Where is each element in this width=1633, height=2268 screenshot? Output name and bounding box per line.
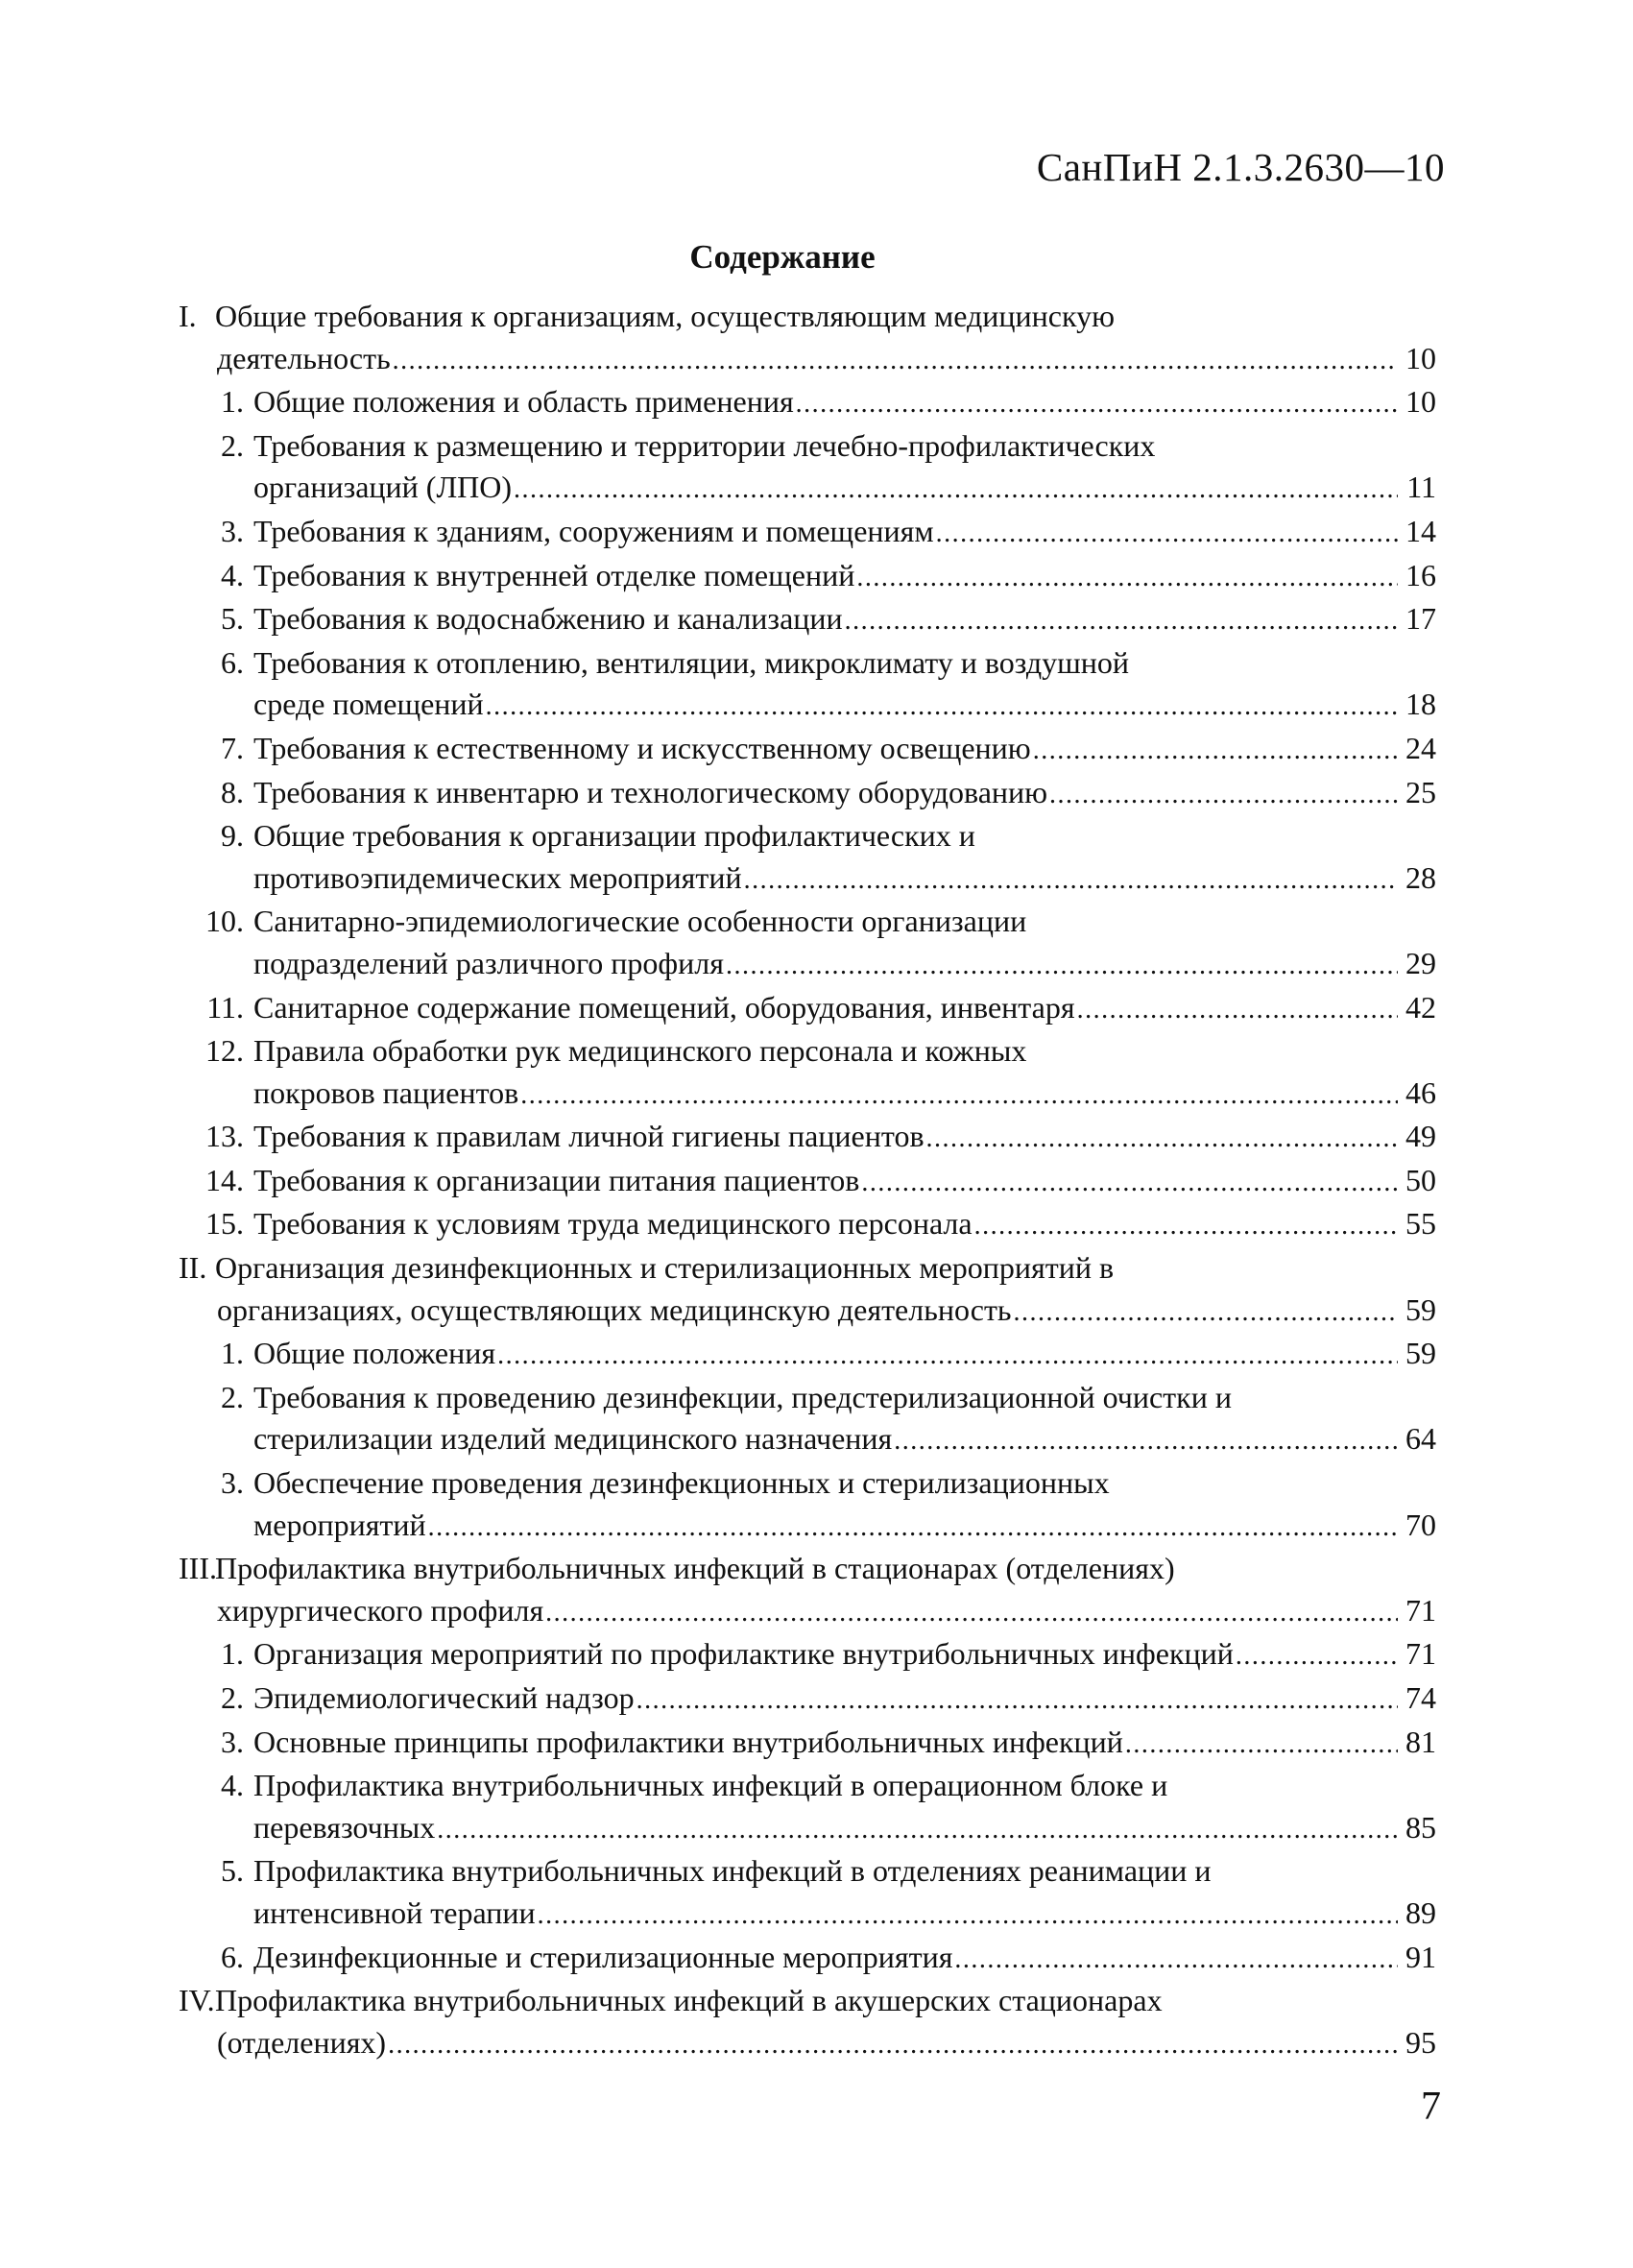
toc-entry-page: 14 xyxy=(1405,513,1436,548)
dot-leader xyxy=(974,1205,1398,1247)
toc-entry-number: 12. xyxy=(205,1033,244,1069)
dot-leader xyxy=(636,1679,1398,1722)
toc-entry-number: 9. xyxy=(221,818,244,854)
toc-entry-title: Профилактика внутрибольничных инфекций в акушерских стационарах xyxy=(215,1983,1163,2018)
toc-entry-number: 1. xyxy=(221,1336,244,1371)
toc-entry-number: 6. xyxy=(221,1939,244,1974)
dot-leader xyxy=(514,469,1398,511)
toc-entry[interactable] xyxy=(179,598,1436,642)
toc-entry-page: 24 xyxy=(1405,730,1436,765)
toc-entry-title: мероприятий xyxy=(253,1507,426,1542)
toc-entry[interactable] xyxy=(179,296,1436,381)
toc-entry-title: Требования к условиям труда медицинского персонала xyxy=(253,1206,973,1242)
page-title: Содержание xyxy=(689,238,876,276)
toc-entry-title: Санитарное содержание помещений, оборудования, инвентаря xyxy=(253,989,1075,1025)
toc-entry-title: Организация мероприятий по профилактике внутрибольничных инфекций xyxy=(253,1636,1234,1672)
toc-entry-number: 8. xyxy=(221,774,244,809)
toc-entry-title: Профилактика внутрибольничных инфекций в операционном блоке и xyxy=(253,1768,1168,1803)
toc-entry-number: 3. xyxy=(221,1724,244,1759)
toc-entry-title: среде помещений xyxy=(253,687,484,722)
dot-leader xyxy=(861,1162,1398,1204)
toc-entry-title: Требования к зданиям, сооружениям и помещениям xyxy=(253,513,934,548)
toc-entry-title: Требования к естественному и искусственному освещению xyxy=(253,730,1031,765)
toc-entry[interactable] xyxy=(179,381,1436,425)
toc-entry-title: Правила обработки рук медицинского персонала и кожных xyxy=(253,1033,1027,1069)
toc-entry[interactable] xyxy=(179,1548,1436,1633)
dot-leader xyxy=(1033,730,1398,772)
toc-entry-page: 49 xyxy=(1405,1119,1436,1154)
dot-leader xyxy=(497,1335,1398,1377)
toc-entry-title: Профилактика внутрибольничных инфекций в отделениях реанимации и xyxy=(253,1853,1212,1889)
dot-leader xyxy=(845,600,1398,642)
toc-entry-page: 95 xyxy=(1405,2024,1436,2060)
toc-entry-title: Требования к организации питания пациентов xyxy=(253,1162,860,1197)
dot-leader xyxy=(936,513,1398,555)
toc-entry-page: 17 xyxy=(1405,601,1436,637)
dot-leader xyxy=(894,1420,1398,1462)
toc-entry-page: 28 xyxy=(1405,859,1436,895)
dot-leader xyxy=(486,686,1398,728)
toc-entry[interactable] xyxy=(179,1677,1436,1722)
toc-entry[interactable] xyxy=(179,728,1436,772)
toc-entry-page: 29 xyxy=(1405,945,1436,980)
toc-entry-title: деятельность xyxy=(217,340,391,375)
toc-entry-page: 81 xyxy=(1405,1724,1436,1759)
toc-entry-title: Требования к инвентарю и технологическому оборудованию xyxy=(253,774,1048,809)
toc-entry-page: 10 xyxy=(1405,340,1436,375)
toc-entry-page: 91 xyxy=(1405,1939,1436,1974)
toc-entry-number: 2. xyxy=(221,1680,244,1715)
toc-entry[interactable] xyxy=(179,1333,1436,1377)
toc-entry[interactable] xyxy=(179,1633,1436,1677)
dot-leader xyxy=(726,945,1398,987)
toc-entry[interactable] xyxy=(179,1247,1436,1333)
dot-leader xyxy=(1236,1635,1398,1677)
dot-leader xyxy=(520,1074,1398,1117)
toc-entry[interactable] xyxy=(179,642,1436,728)
toc-entry[interactable] xyxy=(179,425,1436,511)
toc-entry[interactable] xyxy=(179,511,1436,555)
toc-entry-page: 74 xyxy=(1405,1680,1436,1715)
toc-entry[interactable] xyxy=(179,1937,1436,1981)
toc-entry[interactable] xyxy=(179,1116,1436,1160)
toc-entry-page: 59 xyxy=(1405,1291,1436,1327)
toc-entry[interactable] xyxy=(179,772,1436,816)
toc-entry-number: 2. xyxy=(221,427,244,463)
dot-leader xyxy=(744,859,1398,902)
toc-entry-title: Эпидемиологический надзор xyxy=(253,1680,635,1715)
toc-entry[interactable] xyxy=(179,987,1436,1031)
toc-entry-number: III. xyxy=(179,1551,217,1586)
toc-entry[interactable] xyxy=(179,1462,1436,1548)
dot-leader xyxy=(437,1809,1398,1851)
dot-leader xyxy=(388,2024,1398,2066)
toc-entry-title: Общие положения и область применения xyxy=(253,384,794,420)
toc-entry-number: 10. xyxy=(205,904,244,939)
dot-leader xyxy=(393,340,1398,382)
toc-entry-title: Общие требования к организации профилактических и xyxy=(253,818,975,854)
toc-entry-title: Основные принципы профилактики внутрибольничных инфекций xyxy=(253,1724,1123,1759)
toc-entry[interactable] xyxy=(179,1722,1436,1766)
toc-entry[interactable] xyxy=(179,815,1436,901)
toc-entry-title: Требования к размещению и территории лечебно-профилактических xyxy=(253,427,1156,463)
toc-entry-number: 15. xyxy=(205,1206,244,1242)
toc-entry-number: 4. xyxy=(221,557,244,592)
toc-entry-title: интенсивной терапии xyxy=(253,1894,536,1930)
toc-entry-title: перевязочных xyxy=(253,1809,436,1845)
toc-entry-number: 2. xyxy=(221,1379,244,1414)
toc-entry-title: Требования к проведению дезинфекции, предстерилизационной очистки и xyxy=(253,1379,1232,1414)
toc-entry-page: 55 xyxy=(1405,1206,1436,1242)
toc-entry-number: 11. xyxy=(206,989,244,1025)
toc-entry-number: 1. xyxy=(221,1636,244,1672)
toc-entry-title: Обеспечение проведения дезинфекционных и стерилизационных xyxy=(253,1465,1110,1501)
toc-entry[interactable] xyxy=(179,1030,1436,1116)
table-of-contents xyxy=(179,296,1436,2065)
toc-entry-title: Организация дезинфекционных и стерилизационных мероприятий в xyxy=(215,1250,1115,1286)
toc-entry-title: Требования к правилам личной гигиены пациентов xyxy=(253,1119,925,1154)
toc-entry-title: Требования к отоплению, вентиляции, микроклимату и воздушной xyxy=(253,644,1130,680)
toc-entry-number: 5. xyxy=(221,601,244,637)
toc-entry-title: стерилизации изделий медицинского назначения xyxy=(253,1421,893,1457)
dot-leader xyxy=(545,1592,1398,1634)
toc-entry-page: 46 xyxy=(1405,1074,1436,1110)
toc-entry-page: 71 xyxy=(1405,1592,1436,1628)
toc-entry-page: 25 xyxy=(1405,774,1436,809)
dot-leader xyxy=(428,1507,1398,1549)
dot-leader xyxy=(538,1894,1398,1937)
toc-entry-title: хирургического профиля xyxy=(217,1592,544,1628)
toc-entry-page: 64 xyxy=(1405,1421,1436,1457)
toc-entry-number: 4. xyxy=(221,1768,244,1803)
toc-entry-page: 18 xyxy=(1405,687,1436,722)
toc-entry-number: IV. xyxy=(179,1983,215,2018)
toc-entry-number: 1. xyxy=(221,384,244,420)
page-number: 7 xyxy=(1421,2085,1441,2129)
toc-entry-page: 71 xyxy=(1405,1636,1436,1672)
dot-leader xyxy=(796,383,1398,425)
toc-entry-title: Профилактика внутрибольничных инфекций в стационарах (отделениях) xyxy=(215,1551,1175,1586)
toc-entry-page: 10 xyxy=(1405,384,1436,420)
toc-entry-page: 59 xyxy=(1405,1336,1436,1371)
dot-leader xyxy=(1049,774,1398,816)
toc-entry-number: 3. xyxy=(221,513,244,548)
toc-entry[interactable] xyxy=(179,1765,1436,1850)
toc-entry[interactable] xyxy=(179,1160,1436,1204)
toc-entry-number: 6. xyxy=(221,644,244,680)
dot-leader xyxy=(954,1939,1398,1981)
toc-entry[interactable] xyxy=(179,901,1436,986)
toc-entry-number: I. xyxy=(179,299,197,333)
toc-entry-number: 3. xyxy=(221,1465,244,1501)
dot-leader xyxy=(926,1118,1398,1160)
toc-entry-number: II. xyxy=(179,1250,207,1286)
toc-entry-page: 16 xyxy=(1405,557,1436,592)
document-code: СанПиН 2.1.3.2630—10 xyxy=(1036,145,1445,189)
toc-entry-title: Санитарно-эпидемиологические особенности организации xyxy=(253,904,1027,939)
toc-entry-number: 13. xyxy=(205,1119,244,1154)
toc-entry-page: 11 xyxy=(1406,470,1436,505)
toc-entry[interactable] xyxy=(179,1980,1436,2065)
dot-leader xyxy=(1014,1291,1398,1334)
toc-entry[interactable] xyxy=(179,1203,1436,1247)
toc-entry[interactable] xyxy=(179,555,1436,599)
toc-entry-title: противоэпидемических мероприятий xyxy=(253,859,742,895)
toc-entry-page: 42 xyxy=(1405,989,1436,1025)
toc-entry-title: Требования к внутренней отделке помещений xyxy=(253,557,855,592)
toc-entry[interactable] xyxy=(179,1377,1436,1462)
toc-entry[interactable] xyxy=(179,1850,1436,1936)
toc-entry-title: подразделений различного профиля xyxy=(253,945,724,980)
dot-leader xyxy=(1077,989,1398,1031)
dot-leader xyxy=(856,557,1398,599)
toc-entry-title: (отделениях) xyxy=(217,2024,387,2060)
dot-leader xyxy=(1125,1724,1398,1766)
toc-entry-title: покровов пациентов xyxy=(253,1074,519,1110)
toc-entry-title: Требования к водоснабжению и канализации xyxy=(253,601,843,637)
toc-entry-number: 7. xyxy=(221,730,244,765)
toc-entry-page: 89 xyxy=(1405,1894,1436,1930)
toc-entry-number: 5. xyxy=(221,1853,244,1889)
toc-entry-page: 50 xyxy=(1405,1162,1436,1197)
toc-entry-title: организациях, осуществляющих медицинскую деятельность xyxy=(217,1291,1012,1327)
toc-entry-page: 70 xyxy=(1405,1507,1436,1542)
toc-entry-title: Общие требования к организациям, осуществляющим медицинскую xyxy=(215,299,1115,333)
toc-entry-title: Общие положения xyxy=(253,1336,496,1371)
toc-entry-number: 14. xyxy=(205,1162,244,1197)
toc-entry-title: организаций (ЛПО) xyxy=(253,470,513,505)
toc-entry-title: Дезинфекционные и стерилизационные мероприятия xyxy=(253,1939,953,1974)
toc-entry-page: 85 xyxy=(1405,1809,1436,1845)
